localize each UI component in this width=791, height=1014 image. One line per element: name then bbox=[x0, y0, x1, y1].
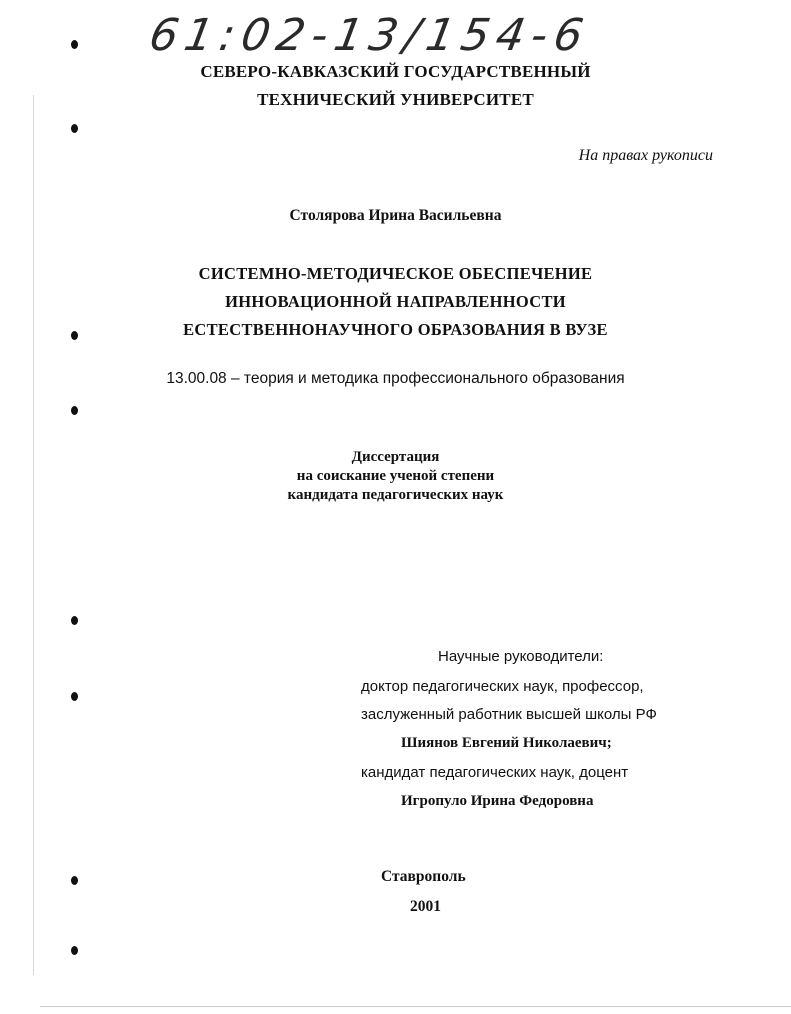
supervisor1-title: заслуженный работник высшей школы РФ bbox=[361, 706, 657, 723]
binding-hole-mark bbox=[71, 616, 78, 625]
supervisor2-degree: кандидат педагогических наук, доцент bbox=[361, 764, 629, 781]
city: Ставрополь bbox=[381, 868, 466, 885]
supervisor2-name: Игропуло Ирина Федоровна bbox=[401, 793, 594, 809]
dissertation-degree-line: на соискание ученой степени bbox=[296, 468, 495, 484]
binding-hole-mark bbox=[71, 876, 78, 885]
year: 2001 bbox=[410, 898, 441, 915]
university-name-line1: СЕВЕРО-КАВКАЗСКИЙ ГОСУДАРСТВЕННЫЙ bbox=[200, 62, 591, 81]
thesis-title-line3: ЕСТЕСТВЕННОНАУЧНОГО ОБРАЗОВАНИЯ В ВУЗЕ bbox=[183, 320, 608, 339]
binding-hole-mark bbox=[71, 40, 78, 49]
scan-edge-line bbox=[33, 95, 34, 975]
university-name-line2: ТЕХНИЧЕСКИЙ УНИВЕРСИТЕТ bbox=[257, 90, 534, 109]
thesis-title-line2: ИННОВАЦИОННОЙ НАПРАВЛЕННОСТИ bbox=[225, 292, 566, 311]
dissertation-field-line: кандидата педагогических наук bbox=[287, 487, 504, 503]
specialty-code: 13.00.08 – теория и методика профессионального образования bbox=[166, 370, 625, 387]
supervisors-heading: Научные руководители: bbox=[438, 648, 604, 665]
scan-bottom-line bbox=[40, 1006, 791, 1007]
supervisor1-name: Шиянов Евгений Николаевич; bbox=[401, 735, 612, 751]
binding-hole-mark bbox=[71, 124, 78, 133]
binding-hole-mark bbox=[71, 692, 78, 701]
binding-hole-mark bbox=[71, 946, 78, 955]
thesis-title-line1: СИСТЕМНО-МЕТОДИЧЕСКОЕ ОБЕСПЕЧЕНИЕ bbox=[198, 264, 593, 283]
handwritten-archive-number: 61:02-13/154-6 bbox=[145, 10, 594, 61]
dissertation-label: Диссертация bbox=[351, 449, 440, 465]
rights-note: На правах рукописи bbox=[578, 147, 713, 164]
binding-hole-mark bbox=[71, 406, 78, 415]
supervisor1-degree: доктор педагогических наук, профессор, bbox=[361, 678, 644, 695]
author-name: Столярова Ирина Васильевна bbox=[289, 207, 502, 224]
